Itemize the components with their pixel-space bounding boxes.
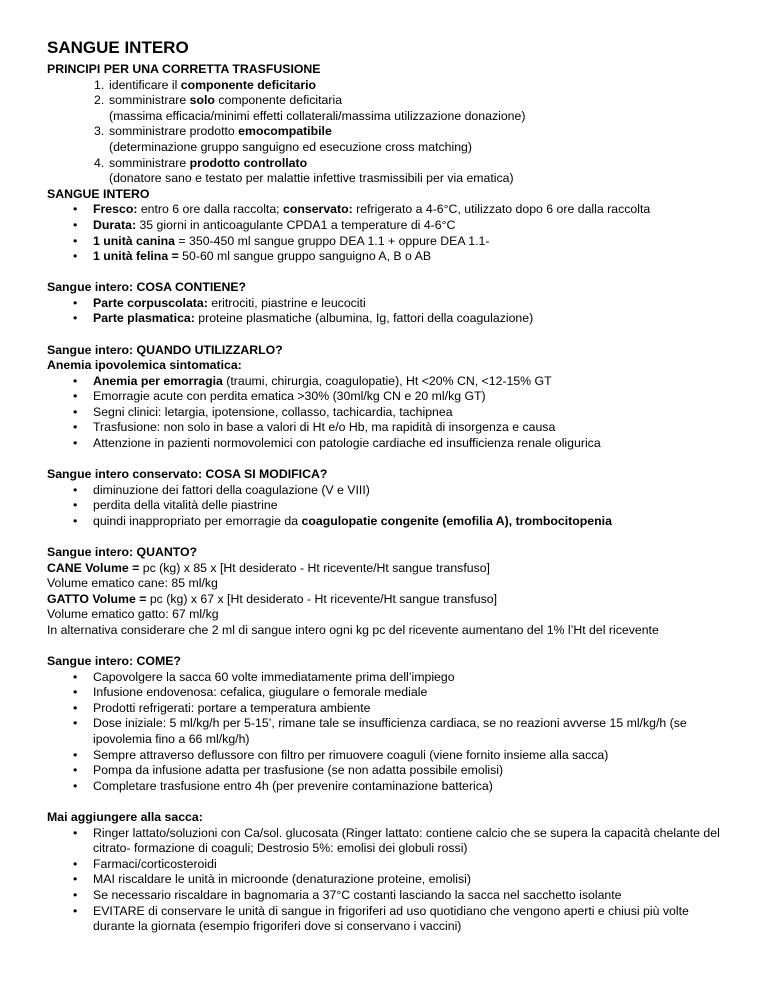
principi-step	[47, 156, 728, 172]
step-text-after: componente deficitaria	[214, 93, 343, 108]
list-item: • EVITARE di conservare le unità di sangue in frigoriferi ad uso quotidiano che vengono aperti e chiusi più volte durante la giornata (esempio frigoriferi dove si conservano i vaccini)	[47, 904, 728, 935]
quanto-line	[47, 561, 728, 577]
step-bold-text: emocompatibile	[238, 124, 332, 139]
list-item	[47, 514, 728, 530]
item-text-2: refrigerato a 4-6°C, utilizzato dopo 6 ore dalla raccolta	[352, 202, 651, 217]
item-bold: 1 unità felina =	[93, 249, 179, 264]
list-item	[47, 420, 728, 436]
list-item	[47, 374, 728, 390]
item-text: eritrociti, piastrine e leucociti	[207, 295, 366, 310]
item-text: Emorragie acute con perdita ematica >30% (30ml/kg CN e 20 ml/kg GT)	[93, 389, 486, 404]
quando-list	[47, 374, 728, 452]
modifica-list	[47, 483, 728, 530]
step-text: somministrare prodotto	[109, 124, 239, 139]
item-text: perdita della vitalità delle piastrine	[93, 498, 278, 513]
step-note	[47, 140, 728, 156]
list-item	[47, 234, 728, 250]
list-item: • Se necessario riscaldare in bagnomaria a 37°C costanti lasciando la sacca nel sacchetto isolante	[47, 888, 728, 904]
item-bold: 1 unità canina	[93, 233, 176, 248]
quanto-line	[47, 607, 728, 623]
item-text: 35 giorni in anticoagulante CPDA1 a temperature di 4-6°C	[136, 217, 456, 232]
sangue-list	[47, 202, 728, 264]
line-text: In alternativa considerare che 2 ml di sangue intero ogni kg pc del ricevente aumentano del 1% l’Ht del ricevente	[47, 623, 659, 637]
modifica-heading: Sangue intero conservato: COSA SI MODIFICA?	[47, 467, 328, 482]
item-text: = 350-450 ml sangue gruppo DEA 1.1 + oppure DEA 1.1-	[175, 233, 490, 248]
item-text: (traumi, chirurgia, coagulopatie), Ht <20% CN, <12-15% GT	[222, 373, 552, 388]
item-bold: Durata:	[93, 217, 137, 232]
contiene-list	[47, 296, 728, 327]
list-item	[47, 389, 728, 405]
quando-subheading: Anemia ipovolemica sintomatica:	[47, 358, 242, 373]
list-item	[47, 311, 728, 327]
list-item: • Infusione endovenosa: cefalica, giugulare o femorale mediale	[47, 685, 728, 701]
list-item	[47, 498, 728, 514]
item-text: Attenzione in pazienti normovolemici con patologie cardiache ed insufficienza renale oligurica	[93, 436, 601, 451]
list-item: • Capovolgere la sacca 60 volte immediatamente prima dell’impiego	[47, 670, 728, 686]
list-item	[47, 483, 728, 499]
quando-heading: Sangue intero: QUANDO UTILIZZARLO?	[47, 342, 283, 357]
step-note	[47, 171, 728, 187]
list-item	[47, 405, 728, 421]
item-bold: Parte corpuscolata:	[93, 295, 208, 310]
list-item: • Prodotti refrigerati: portare a temperatura ambiente	[47, 701, 728, 717]
mai-list	[47, 826, 728, 935]
come-list	[47, 670, 728, 795]
line-bold: GATTO Volume =	[47, 591, 147, 606]
sangue-heading: SANGUE INTERO	[47, 186, 150, 201]
list-item	[47, 296, 728, 312]
item-bold: Fresco:	[93, 202, 138, 217]
line-text: pc (kg) x 67 x [Ht desiderato - Ht ricevente/Ht sangue transfuso]	[146, 591, 498, 606]
list-item: • MAI riscaldare le unità in microonde (denaturazione proteine, emolisi)	[47, 872, 728, 888]
list-item: • Pompa da infusione adatta per trasfusione (se non adatta possibile emolisi)	[47, 763, 728, 779]
list-item	[47, 436, 728, 452]
item-text: Trasfusione: non solo in base a valori di Ht e/o Hb, ma rapidità di insorgenza e causa	[93, 420, 556, 435]
come-heading: Sangue intero: COME?	[47, 654, 181, 669]
list-item: • Dose iniziale: 5 ml/kg/h per 5-15’, rimane tale se insufficienza cardiaca, se no reazioni avverse 15 ml/kg/h (se ipovolemia fino a 66 ml/kg/h)	[47, 716, 728, 747]
line-text: Volume ematico cane: 85 ml/kg	[47, 576, 218, 591]
item-bold-2: conservato:	[283, 202, 353, 217]
list-item	[47, 218, 728, 234]
line-bold: CANE Volume =	[47, 560, 140, 575]
item-text: Segni clinici: letargia, ipotensione, collasso, tachicardia, tachipnea	[93, 404, 453, 419]
quanto-line	[47, 576, 728, 592]
step-number: 2.	[94, 93, 105, 108]
principi-heading: PRINCIPI PER UNA CORRETTA TRASFUSIONE	[47, 62, 321, 76]
item-text: entro 6 ore dalla raccolta;	[137, 202, 284, 217]
item-bold: Anemia per emorragia	[93, 373, 223, 388]
principi-step	[47, 93, 728, 109]
list-item: • Completare trasfusione entro 4h (per prevenire contaminazione batterica)	[47, 779, 728, 795]
step-note-text: (massima efficacia/minimi effetti collaterali/massima utilizzazione donazione)	[109, 108, 526, 123]
step-bold-text: componente deficitario	[180, 77, 317, 92]
step-number: 3.	[94, 124, 105, 139]
step-bold-text: prodotto controllato	[189, 155, 308, 170]
item-text: 50-60 ml sangue gruppo sanguigno A, B o AB	[178, 249, 432, 264]
item-bold: Parte plasmatica:	[93, 311, 195, 326]
contiene-heading: Sangue intero: COSA CONTIENE?	[47, 280, 247, 295]
list-item	[47, 202, 728, 218]
document-title: SANGUE INTERO	[47, 38, 189, 57]
step-text: identificare il	[109, 77, 181, 92]
step-number: 4.	[94, 155, 105, 170]
line-text: pc (kg) x 85 x [Ht desiderato - Ht ricevente/Ht sangue transfuso]	[139, 560, 490, 575]
principi-step	[47, 124, 728, 140]
step-number: 1.	[94, 77, 105, 92]
quanto-heading: Sangue intero: QUANTO?	[47, 545, 198, 560]
item-text: quindi inappropriato per emorragie da	[93, 513, 302, 528]
step-note-text: (determinazione gruppo sanguigno ed esecuzione cross matching)	[109, 139, 472, 154]
quanto-line	[47, 592, 728, 608]
step-text: somministrare	[109, 93, 190, 108]
list-item: • Ringer lattato/soluzioni con Ca/sol. glucosata (Ringer lattato: contiene calcio che se supera la capacità chelante del citrato- formazione di coaguli; Destrosio 5%: emolisi dei globuli rossi)	[47, 826, 728, 857]
item-bold: coagulopatie congenite (emofilia A), trombocitopenia	[301, 513, 612, 528]
quanto-line	[47, 623, 728, 639]
line-text: Volume ematico gatto: 67 ml/kg	[47, 607, 219, 622]
item-text: proteine plasmatiche (albumina, Ig, fattori della coagulazione)	[194, 311, 534, 326]
list-item	[47, 249, 728, 265]
list-item: • Farmaci/corticosteroidi	[47, 857, 728, 873]
step-bold-text: solo	[189, 93, 215, 108]
step-note-text: (donatore sano e testato per malattie infettive trasmissibili per via ematica)	[109, 171, 514, 186]
mai-heading: Mai aggiungere alla sacca:	[47, 809, 203, 824]
list-item: • Sempre attraverso deflussore con filtro per rimuovere coaguli (viene fornito insieme alla sacca)	[47, 748, 728, 764]
principi-step	[47, 78, 728, 94]
step-text: somministrare	[109, 155, 190, 170]
item-text: diminuzione dei fattori della coagulazione (V e VIII)	[93, 482, 370, 497]
principi-steps	[47, 78, 728, 187]
step-note	[47, 109, 728, 125]
